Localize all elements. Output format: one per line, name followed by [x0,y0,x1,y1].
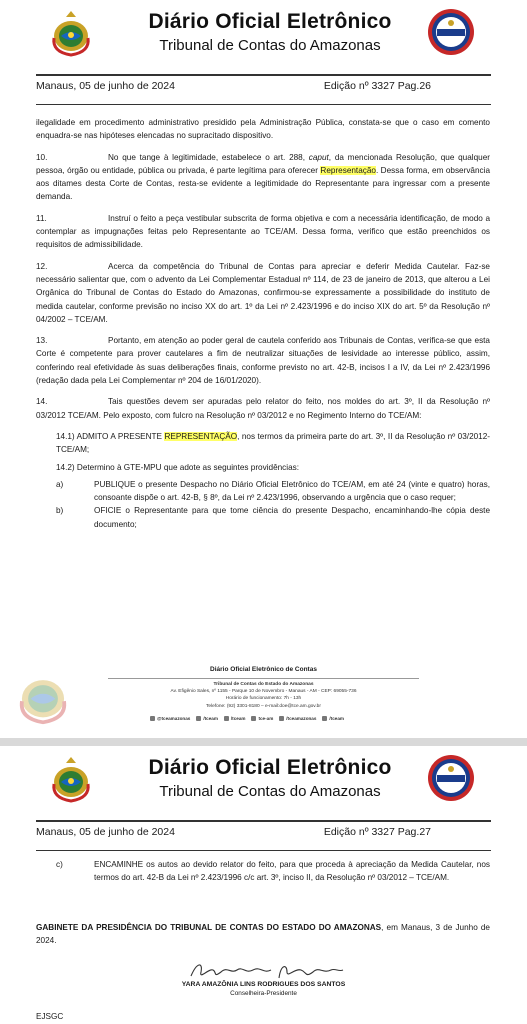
highlight: Representação [320,165,376,175]
coat-of-arms-icon [14,664,72,726]
document-body [36,116,490,531]
youtube-link[interactable]: /tceamazonas [279,716,316,721]
social-links [150,716,344,721]
page-header [0,746,527,808]
facebook-icon [196,716,201,721]
instagram-icon [150,716,155,721]
footer-org: Tribunal de Contas do Estado do Amazonas [213,682,314,687]
header-divider [36,74,491,76]
page-meta [36,826,491,842]
item-c: c) ENCAMINHE os autos ao devido relator do feito, para que proceda à apreciação da Medida Cautelar, nos termos do art. 42-B da Lei nº 2.423/1996 c/c art. 3º, inciso II, da Resolução nº 03/2012 – TCE/AM. [56,860,490,882]
signer-name: YARA AMAZÔNIA LINS RODRIGUES DOS SANTOS [181,981,346,988]
footer-divider [108,678,419,679]
footer-title: Diário Oficial Eletrônico de Contas [210,666,317,673]
coat-of-arms-icon [50,8,92,58]
diary-page-27 [0,746,527,1024]
header-subtitle: Tribunal de Contas do Amazonas [159,783,381,800]
closing-statement: GABINETE DA PRESIDÊNCIA DO TRIBUNAL DE CONTAS DO ESTADO DO AMAZONAS, em Manaus, 3 de Junho de 2024. [36,923,490,945]
edition-page: Edição nº 3327 Pag.27 [323,826,431,838]
paragraph-13: 13. Portanto, em atenção ao poder geral de cautela conferido aos Tribunais de Contas, verifica-se que esta Corte é competente para prover cautelares a fim de neutralizar situações de lesividade ao interesse público, assim, conferindo real efetividade às suas deliberações finais, conforme previsto no art. 42-B, incisos I a IV, da Lei nº 2.423/1996 (redação dada pela Lei Complementar nº 204 de 16/01/2020). [36,336,490,386]
linkedin-link[interactable]: tce-am [251,716,273,721]
item-b: b) OFICIE o Representante para que tome ciência do presente Despacho, encaminhando-lhe cópia deste documento; [56,506,490,529]
paragraph-11: 11. Instruí o feito a peça vestibular subscrita de forma objetiva e com a necessária identificação, de modo a contemplar as impugnações feitas pelo Representante ao TCE/AM. Dessa forma, verifico que estão preenchidos os requisitos de admissibilidade. [36,213,490,250]
header-subtitle: Tribunal de Contas do Amazonas [159,37,381,54]
facebook-link[interactable]: /tceam [196,716,218,721]
publication-date: Manaus, 05 de junho de 2024 [36,80,175,92]
paragraph-10: 10. No que tange à legitimidade, estabelece o art. 288, caput, da mencionada Resolução, que qualquer pessoa, órgão ou entidade, pública ou privada, é parte legítima para oferecer Representação. Dessa forma, em observância aos ditames desta Corte de Contas, resta-se evidente a legitimidade do Representante para ingressar com a presente demanda. [36,152,490,202]
page-footer [0,660,527,730]
page-header [0,0,527,62]
intro-paragraph: ilegalidade em procedimento administrativo presidido pela Administração Pública, constata-se que o caso em comento enquadra-se nas hipóteses elencadas no supracitado dispositivo. [36,118,490,141]
publication-date: Manaus, 05 de junho de 2024 [36,826,175,838]
twitter-icon [224,716,229,721]
header-title: Diário Oficial Eletrônico [148,10,392,33]
twitter-link[interactable]: /tceam [224,716,246,721]
item-14-2: 14.2) Determino à GTE-MPU que adote as seguintes providências: [56,462,300,472]
paragraph-12: 12. Acerca da competência do Tribunal de Contas para apreciar e deferir Medida Cautelar. Faz-se necessário salientar que, com o advento da Lei Complementar Estadual nº 114, de 23 de janeiro de 2013, que alterou a Lei Orgânica do Tribunal de Contas do Estado do Amazonas, confirmou-se expressamente a possibilidade do instituto de medida cautelar, conforme previsão no inciso XX do art. 1º da Lei nº 2.423/1996 e do inciso XIX do art. 5º da Resolução nº 04/2002 – TCE/AM. [36,261,490,324]
page-meta [36,80,491,96]
meta-divider [36,104,491,105]
flickr-icon [322,716,327,721]
youtube-icon [279,716,284,721]
footer-contact: Telefone: (92) 3301-8180 – e-mail:doe@tce.am.gov.br [206,704,321,709]
header-title: Diário Oficial Eletrônico [148,756,392,779]
footer-address: Av. Efigênio Sales, nº 1155 - Parque 10 de Novembro - Manaus - AM - CEP: 69055-736 [170,689,357,694]
footer-hours: Horário de funcionamento: 7h - 13h [225,696,302,701]
header-divider [36,820,491,822]
flickr-link[interactable]: /tceam [322,716,344,721]
certified-seal-icon [427,754,475,802]
instagram-link[interactable]: @tceamazonas [150,716,190,721]
highlight: REPRESENTAÇÃO [164,431,238,441]
item-a: a) PUBLIQUE o presente Despacho no Diário Oficial Eletrônico do TCE/AM, em até 24 (vinte e quatro) horas, consoante dispõe o art. 42-B, § 8º, da Lei nº 2.423/1996, observando a urgência que o caso requer; [56,479,490,503]
coat-of-arms-icon [50,754,92,804]
meta-divider [36,850,491,851]
item-14-1: 14.1) ADMITO A PRESENTE REPRESENTAÇÃO, nos termos da primeira parte do art. 3º, II da Resolução nº 03/2012-TCE/AM; [56,431,491,455]
edition-page: Edição nº 3327 Pag.26 [323,80,431,92]
document-code: EJSGC [36,1012,64,1021]
linkedin-icon [251,716,256,721]
paragraph-14: 14. Tais questões devem ser apuradas pelo relator do feito, nos moldes do art. 3º, II da Resolução nº 03/2012 TCE/AM. Pelo exposto, com fulcro na Resolução nº 03/2012 e no Regimento Interno do TCE/AM: [36,397,490,420]
signer-role: Conselheira-Presidente [230,990,297,997]
certified-seal-icon [427,8,475,56]
